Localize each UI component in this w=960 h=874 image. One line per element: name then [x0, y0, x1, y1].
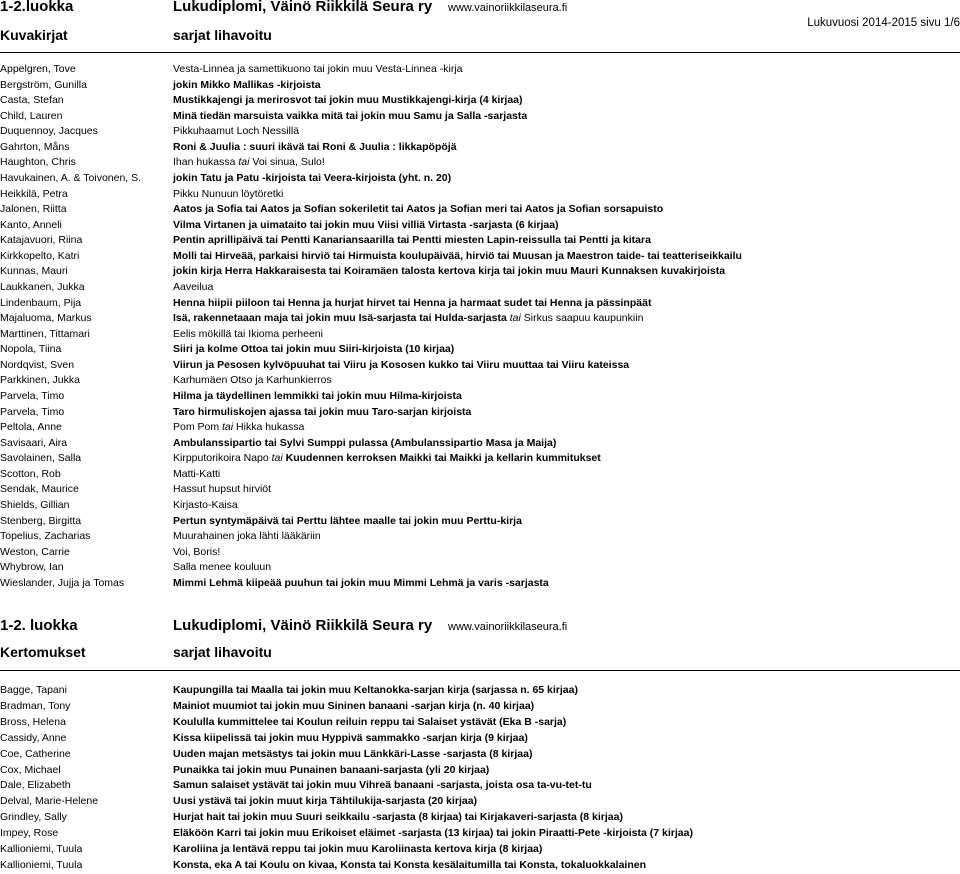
title-segment: Isä, rakennetaaan maja tai jokin muu Isä-sarjasta tai Hulda-sarjasta: [173, 312, 510, 325]
author-name: Stenberg, Birgitta: [0, 514, 82, 527]
website-url[interactable]: www.vainoriikkilaseura.fi: [448, 2, 568, 14]
subtitle-heading: sarjat lihavoitu: [173, 644, 272, 660]
author-name: Haughton, Chris: [0, 156, 76, 169]
title-segment: Uuden majan metsästys tai jokin muu Länkkäri-Lasse -sarjasta (8 kirjaa): [173, 747, 533, 760]
title-segment: Eläköön Karri tai jokin muu Erikoiset eläimet -sarjasta (13 kirjaa) tai jokin Piraatti-Pete -kirjoista (7 kirjaa): [173, 827, 693, 840]
title-segment: Pertun syntymäpäivä tai Perttu lähtee maalle tai jokin muu Perttu-kirja: [173, 514, 522, 527]
author-name: Laukkanen, Jukka: [0, 280, 85, 293]
title-segment: Kaupungilla tai Maalla tai jokin muu Keltanokka-sarjan kirja (sarjassa n. 65 kirjaa): [173, 684, 578, 696]
book-title: [173, 372, 332, 388]
book-row: [0, 809, 960, 825]
book-row: [0, 372, 960, 388]
author-name: Topelius, Zacharias: [0, 530, 91, 543]
book-row: [0, 217, 960, 233]
book-title: [173, 139, 457, 155]
author-name: Gahrton, Måns: [0, 140, 70, 153]
title-segment: Hassut hupsut hirviöt: [173, 483, 272, 496]
book-title: [173, 809, 623, 825]
book-title: [173, 450, 601, 466]
author-name: Jalonen, Riitta: [0, 203, 67, 216]
title-segment: Aaveilua: [173, 280, 214, 293]
book-title: [173, 310, 643, 326]
book-row: [0, 404, 960, 420]
author-name: Kallioniemi, Tuula: [0, 858, 83, 871]
book-title: [173, 730, 528, 746]
book-title: [173, 575, 549, 591]
title-segment: Mainiot muumiot tai jokin muu Sininen banaani -sarjan kirja (n. 40 kirjaa): [173, 699, 535, 712]
author-name: Kunnas, Mauri: [0, 265, 68, 278]
title-segment: Minä tiedän marsuista vaikka mitä tai jokin muu Samu ja Salla -sarjasta: [173, 109, 528, 122]
book-row: [0, 61, 960, 77]
author-name: Sendak, Maurice: [0, 483, 79, 496]
book-row: [0, 698, 960, 714]
book-title: [173, 825, 693, 841]
author-name: Peltola, Anne: [0, 421, 62, 434]
author-name: Impey, Rose: [0, 827, 59, 840]
title-segment: Pikku Nunuun löytöretki: [173, 187, 284, 200]
book-title: [173, 793, 477, 809]
book-title: [173, 201, 663, 217]
title-segment: Ihan hukassa: [173, 156, 239, 169]
title-segment: Muurahainen joka lähti lääkäriin: [173, 530, 321, 543]
author-name: Cassidy, Anne: [0, 731, 67, 744]
website-url[interactable]: www.vainoriikkilaseura.fi: [448, 621, 568, 633]
book-row: [0, 825, 960, 841]
book-row: [0, 326, 960, 342]
title-segment: Pikkuhaamut Loch Nessillä: [173, 125, 300, 138]
title-segment: Vilma Virtanen ja uimataito tai jokin muu Viisi villiä Virtasta -sarjasta (6 kirjaa): [173, 218, 559, 231]
book-title: [173, 123, 299, 139]
book-row: [0, 841, 960, 857]
author-name: Bradman, Tony: [0, 699, 71, 712]
title-segment: Kirpputorikoira Napo: [173, 452, 272, 465]
book-title: [173, 698, 534, 714]
author-name: Savolainen, Salla: [0, 452, 82, 465]
book-row: [0, 108, 960, 124]
author-name: Grindley, Sally: [0, 811, 67, 824]
book-row: [0, 388, 960, 404]
book-title: [173, 92, 523, 108]
book-row: [0, 682, 960, 698]
book-row: [0, 92, 960, 108]
book-row: [0, 559, 960, 575]
book-title: [173, 108, 527, 124]
title-segment: Eelis mökillä tai Ikioma perheeni: [173, 327, 323, 340]
title-segment: Hikka hukassa: [233, 421, 305, 434]
title-segment: tai: [509, 312, 521, 325]
author-name: Kanto, Anneli: [0, 218, 62, 231]
book-title: [173, 544, 220, 560]
author-name: Parkkinen, Jukka: [0, 374, 80, 387]
title-segment: Henna hiipii piiloon tai Henna ja hurjat hirvet tai Henna ja harmaat sudet tai Henna ja pässinpäät: [173, 296, 652, 309]
book-title: [173, 232, 651, 248]
title-segment: Uusi ystävä tai jokin muut kirja Tähtilukija-sarjasta (20 kirjaa): [173, 795, 478, 808]
title-segment: Molli tai Hirveää, parkaisi hirviö tai Hirmuista koulupäivää, hirviö tai Muusan ja Maestron taide- tai teatteriseikkailu: [173, 249, 742, 262]
title-segment: Karoliina ja lentävä reppu tai jokin muu Karoliinasta kertova kirja (8 kirjaa): [173, 843, 543, 855]
author-name: Katajavuori, Riina: [0, 234, 83, 247]
book-title: [173, 857, 646, 873]
book-row: [0, 279, 960, 295]
book-row: [0, 746, 960, 762]
title-segment: jokin kirja Herra Hakkaraisesta tai Koiramäen talosta kertova kirja tai jokin muu Mauri Kunnaksen kuvakirjoista: [173, 265, 726, 278]
book-row: [0, 435, 960, 451]
book-title: [173, 357, 629, 373]
book-title: [173, 559, 271, 575]
book-title: [173, 248, 742, 264]
book-row: [0, 186, 960, 202]
author-name: Majaluoma, Markus: [0, 312, 92, 325]
book-title: [173, 170, 451, 186]
book-title: [173, 435, 556, 451]
book-row: [0, 777, 960, 793]
author-name: Kallioniemi, Tuula: [0, 843, 83, 855]
book-row: [0, 154, 960, 170]
title-segment: Aatos ja Sofia tai Aatos ja Sofian sokeriletit tai Aatos ja Sofian meri tai Aatos ja Sofian sorsapuisto: [173, 203, 664, 216]
title-segment: Kuudennen kerroksen Maikki tai Maikki ja kellarin kummitukset: [282, 452, 601, 465]
title-segment: Pom Pom: [173, 421, 223, 434]
category-heading: Kuvakirjat: [0, 27, 68, 43]
title-segment: Hurjat hait tai jokin muu Suuri seikkailu -sarjasta (8 kirjaa) tai Kirjakaveri-sarjasta (8 kirjaa): [173, 811, 623, 824]
book-row: [0, 497, 960, 513]
book-row: [0, 232, 960, 248]
author-name: Nopola, Tiina: [0, 343, 62, 356]
book-row: [0, 419, 960, 435]
category-heading: Kertomukset: [0, 644, 86, 660]
book-title: [173, 513, 522, 529]
book-title: [173, 279, 213, 295]
author-name: Nordqvist, Sven: [0, 358, 75, 371]
author-name: Coe, Catherine: [0, 747, 71, 760]
book-row: [0, 528, 960, 544]
title-segment: Sirkus saapuu kaupunkiin: [520, 312, 644, 325]
title-segment: Mustikkajengi ja merirosvot tai jokin muu Mustikkajengi-kirja (4 kirjaa): [173, 94, 523, 107]
book-row: [0, 357, 960, 373]
author-name: Shields, Gillian: [0, 498, 70, 511]
title-segment: jokin Mikko Mallikas -kirjoista: [173, 78, 321, 91]
author-name: Parvela, Timo: [0, 389, 65, 402]
book-row: [0, 450, 960, 466]
author-name: Lindenbaum, Pija: [0, 296, 82, 309]
author-name: Scotton, Rob: [0, 467, 61, 480]
title-segment: Voi sinua, Sulo!: [249, 156, 325, 169]
book-title: [173, 154, 325, 170]
author-name: Parvela, Timo: [0, 405, 65, 418]
page-info: Lukuvuosi 2014-2015 sivu 1/6: [807, 17, 960, 29]
book-row: [0, 341, 960, 357]
header-divider: [0, 670, 960, 671]
title-segment: Kissa kiipelissä tai jokin muu Hyppivä sammakko -sarjan kirja (9 kirjaa): [173, 731, 528, 744]
book-title: [173, 326, 323, 342]
header-divider: [0, 52, 960, 53]
book-row: [0, 123, 960, 139]
book-title: [173, 217, 559, 233]
title-segment: Vesta-Linnea ja samettikuono tai jokin muu Vesta-Linnea -kirja: [173, 63, 463, 75]
book-row: [0, 466, 960, 482]
book-row: [0, 481, 960, 497]
book-row: [0, 762, 960, 778]
book-title: [173, 714, 566, 730]
author-name: Bergström, Gunilla: [0, 78, 87, 91]
book-title: [173, 528, 321, 544]
title-segment: Mimmi Lehmä kiipeää puuhun tai jokin muu Mimmi Lehmä ja varis -sarjasta: [173, 576, 549, 589]
book-row: [0, 170, 960, 186]
title-segment: Pentin aprillipäivä tai Pentti Kanariansaarilla tai Pentti miesten Lapin-reissulla tai Pentti ja kitara: [173, 234, 651, 247]
book-title: [173, 295, 651, 311]
book-title: [173, 481, 271, 497]
book-row: [0, 793, 960, 809]
book-title: [173, 419, 304, 435]
title-segment: Voi, Boris!: [173, 545, 221, 558]
title-segment: tai: [271, 452, 283, 465]
author-name: Kirkkopelto, Katri: [0, 249, 80, 262]
book-title: [173, 497, 238, 513]
book-title: [173, 466, 220, 482]
book-title: [173, 746, 532, 762]
book-row: [0, 857, 960, 873]
author-name: Cox, Michael: [0, 763, 61, 776]
title-segment: Samun salaiset ystävät tai jokin muu Vihreä banaani -sarjasta, joista osa ta-vu-tet-tu: [173, 779, 592, 792]
book-row: [0, 575, 960, 591]
title-segment: Viirun ja Pesosen kylvöpuuhat tai Viiru ja Kososen kukko tai Viiru muuttaa tai Viiru kateissa: [173, 358, 630, 371]
title-segment: Matti-Katti: [173, 467, 221, 480]
book-title: [173, 61, 463, 77]
title-segment: Siiri ja kolme Ottoa tai jokin muu Siiri-kirjoista (10 kirjaa): [173, 343, 455, 356]
title-segment: Salla menee kouluun: [173, 561, 272, 574]
author-name: Appelgren, Tove: [0, 63, 76, 75]
book-title: [173, 762, 489, 778]
title-segment: tai: [238, 156, 250, 169]
author-name: Marttinen, Tittamari: [0, 327, 90, 340]
title-segment: tai: [222, 421, 234, 434]
author-name: Bross, Helena: [0, 715, 66, 728]
subtitle-heading: sarjat lihavoitu: [173, 27, 272, 43]
book-row: [0, 295, 960, 311]
title-segment: Hilma ja täydellinen lemmikki tai jokin muu Hilma-kirjoista: [173, 389, 462, 402]
book-title: [173, 777, 592, 793]
author-name: Wieslander, Jujja ja Tomas: [0, 576, 125, 589]
book-row: [0, 263, 960, 279]
book-title: [173, 388, 462, 404]
title-segment: jokin Tatu ja Patu -kirjoista tai Veera-kirjoista (yht. n. 20): [173, 171, 452, 184]
author-name: Havukainen, A. & Toivonen, S.: [0, 171, 142, 184]
book-title: [173, 841, 542, 857]
book-row: [0, 310, 960, 326]
award-heading: Lukudiplomi, Väinö Riikkilä Seura ry: [173, 617, 433, 634]
author-name: Bagge, Tapani: [0, 684, 67, 696]
book-title: [173, 186, 283, 202]
author-name: Savisaari, Aira: [0, 436, 68, 449]
title-segment: Koululla kummittelee tai Koulun reiluin reppu tai Salaiset ystävät (Eka B -sarja): [173, 715, 567, 728]
book-row: [0, 544, 960, 560]
author-name: Casta, Stefan: [0, 94, 64, 107]
book-title: [173, 263, 725, 279]
title-segment: Kirjasto-Kaisa: [173, 498, 238, 511]
author-name: Heikkilä, Petra: [0, 187, 68, 200]
book-row: [0, 77, 960, 93]
author-name: Whybrow, Ian: [0, 561, 64, 574]
title-segment: Konsta, eka A tai Koulu on kivaa, Konsta tai Konsta kesälaitumilla tai Konsta, tokaluokkalainen: [173, 858, 647, 871]
book-title: [173, 682, 578, 698]
book-row: [0, 139, 960, 155]
title-segment: Punaikka tai jokin muu Punainen banaani-sarjasta (yli 20 kirjaa): [173, 763, 490, 776]
author-name: Dale, Elizabeth: [0, 779, 71, 792]
book-row: [0, 513, 960, 529]
grade-heading: 1-2. luokka: [0, 617, 78, 634]
book-title: [173, 341, 454, 357]
author-name: Duquennoy, Jacques: [0, 125, 98, 138]
book-title: [173, 404, 471, 420]
book-row: [0, 248, 960, 264]
book-row: [0, 714, 960, 730]
grade-heading: 1-2.luokka: [0, 0, 74, 15]
book-title: [173, 77, 321, 93]
title-segment: Karhumäen Otso ja Karhunkierros: [173, 374, 332, 387]
award-heading: Lukudiplomi, Väinö Riikkilä Seura ry: [173, 0, 433, 15]
author-name: Child, Lauren: [0, 109, 63, 122]
author-name: Delval, Marie-Helene: [0, 795, 99, 808]
title-segment: Ambulanssipartio tai Sylvi Sumppi pulassa (Ambulanssipartio Masa ja Maija): [173, 436, 557, 449]
author-name: Weston, Carrie: [0, 545, 70, 558]
book-row: [0, 730, 960, 746]
book-row: [0, 201, 960, 217]
title-segment: Roni & Juulia : suuri ikävä tai Roni & Juulia : likkapöpöjä: [173, 140, 457, 153]
title-segment: Taro hirmuliskojen ajassa tai jokin muu Taro-sarjan kirjoista: [173, 405, 472, 418]
